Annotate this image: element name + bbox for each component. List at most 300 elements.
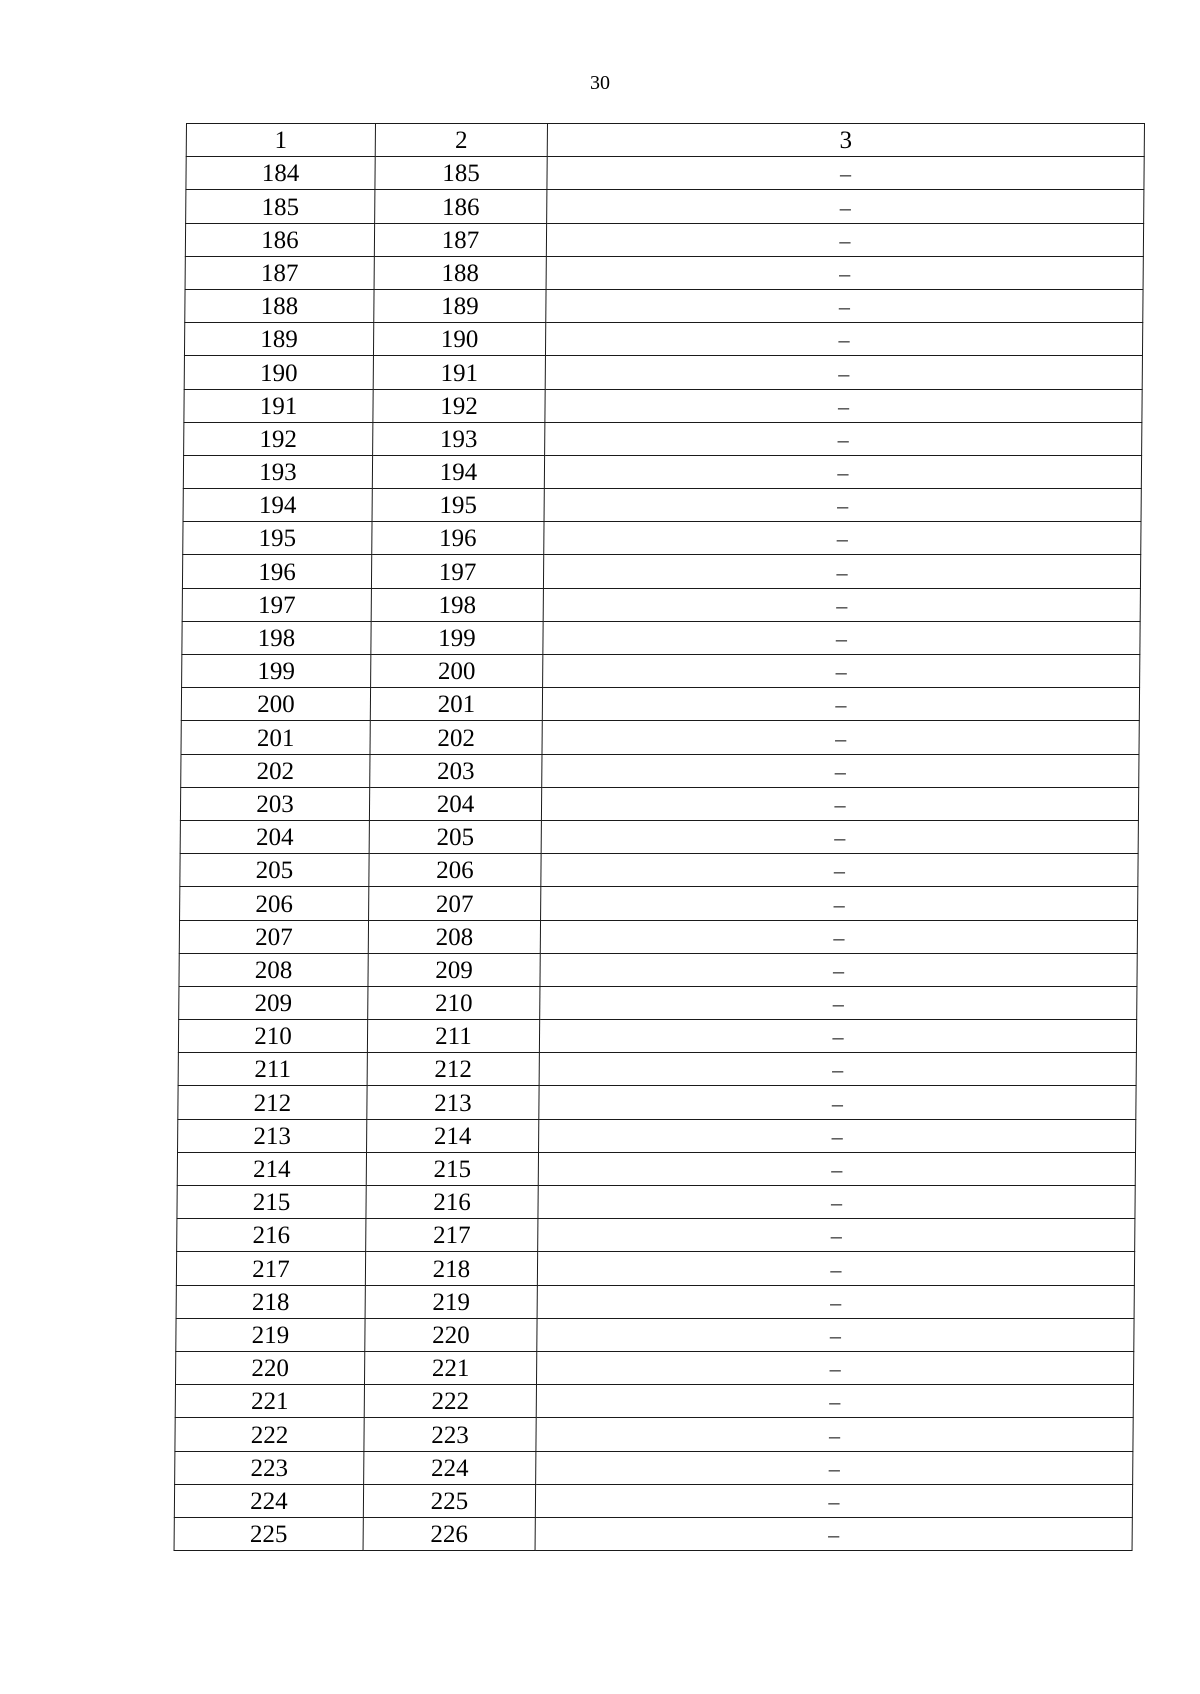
cell-value: 209	[254, 990, 293, 1018]
dash-value: –	[836, 592, 848, 618]
table-cell	[185, 256, 374, 289]
dash-value: –	[834, 825, 846, 851]
table-row	[179, 920, 1137, 953]
table-row	[177, 1186, 1135, 1219]
table-cell	[536, 1418, 1133, 1451]
table-cell	[367, 1086, 539, 1119]
cell-value: 201	[437, 691, 476, 719]
cell-value: 200	[437, 658, 476, 686]
table-cell	[177, 1219, 366, 1252]
table-cell	[537, 1252, 1134, 1285]
cell-value: 205	[255, 857, 294, 885]
dash-value: –	[829, 1356, 841, 1382]
table-cell	[540, 920, 1137, 953]
table-cell	[364, 1418, 536, 1451]
cell-value: 202	[256, 757, 295, 785]
cell-value: 221	[431, 1355, 470, 1383]
table-cell	[541, 787, 1138, 820]
table-row	[182, 588, 1140, 621]
dash-value: –	[834, 791, 846, 817]
table-cell	[179, 920, 368, 953]
cell-value: 207	[435, 890, 474, 918]
table-cell	[184, 323, 373, 356]
dash-value: –	[837, 426, 849, 452]
dash-value: –	[831, 1123, 843, 1149]
dash-value: –	[833, 858, 846, 884]
table-row	[177, 1152, 1135, 1185]
table-cell	[547, 157, 1144, 190]
table-cell	[545, 356, 1142, 389]
table-cell	[545, 389, 1142, 422]
table-cell	[174, 1484, 363, 1517]
table-cell	[364, 1385, 536, 1418]
dash-value: –	[838, 294, 851, 320]
table-cell	[539, 1119, 1136, 1152]
table-cell	[542, 721, 1139, 754]
cell-value: 225	[430, 1487, 469, 1515]
table-cell	[179, 986, 368, 1019]
table-cell	[543, 621, 1140, 654]
cell-value: 210	[434, 990, 473, 1018]
cell-value: 202	[437, 724, 476, 752]
table-row	[178, 1020, 1136, 1053]
dash-value: –	[828, 1455, 840, 1481]
table-cell	[178, 1020, 367, 1053]
table-cell	[180, 854, 369, 887]
cell-value: 211	[254, 1056, 292, 1084]
table-cell	[183, 522, 372, 555]
table-cell	[540, 986, 1137, 1019]
cell-value: 213	[253, 1122, 292, 1150]
table-cell	[177, 1152, 366, 1185]
table-row	[177, 1219, 1135, 1252]
dash-value: –	[838, 360, 850, 386]
table-cell	[545, 323, 1142, 356]
table-row	[186, 157, 1144, 190]
table-cell	[543, 655, 1140, 688]
table-row	[186, 190, 1144, 223]
cell-value: 186	[441, 193, 480, 221]
cell-value: 222	[250, 1421, 289, 1449]
cell-value: 208	[254, 956, 293, 984]
table-cell	[536, 1385, 1133, 1418]
table-cell	[181, 754, 370, 787]
dash-value: –	[836, 526, 848, 552]
table-row	[182, 555, 1140, 588]
cell-value: 196	[258, 558, 296, 586]
table-cell	[364, 1351, 536, 1384]
cell-value: 211	[435, 1023, 472, 1051]
cell-value: 198	[257, 625, 296, 652]
cell-value: 186	[261, 226, 299, 254]
table-cell	[182, 555, 371, 588]
dash-value: –	[835, 626, 848, 651]
dash-value: –	[836, 559, 848, 585]
table-cell	[538, 1186, 1135, 1219]
table-cell	[543, 588, 1140, 621]
table-cell	[369, 854, 541, 887]
cell-value: 223	[431, 1421, 469, 1449]
dash-value: –	[830, 1190, 843, 1216]
table-row	[175, 1451, 1133, 1484]
table-cell	[180, 887, 369, 920]
table-row	[175, 1351, 1133, 1384]
table-cell	[371, 621, 543, 654]
table-cell	[535, 1484, 1132, 1517]
table-cell	[540, 953, 1137, 986]
table-row	[176, 1318, 1134, 1351]
table-row	[184, 389, 1142, 422]
table-cell	[371, 655, 543, 688]
table-cell	[535, 1517, 1132, 1550]
table-cell	[538, 1219, 1135, 1252]
table-cell	[368, 953, 540, 986]
dash-value: –	[839, 260, 851, 286]
dash-value: –	[829, 1389, 841, 1415]
table-cell	[541, 820, 1138, 853]
table-row	[176, 1252, 1134, 1285]
table-cell	[372, 489, 544, 522]
dash-value: –	[837, 460, 849, 486]
table-cell	[547, 190, 1144, 223]
table-cell	[537, 1285, 1134, 1318]
table-cell	[371, 588, 543, 621]
dash-value: –	[828, 1488, 840, 1514]
dash-value: –	[830, 1256, 842, 1282]
table-cell	[180, 787, 369, 820]
table-cell	[370, 754, 542, 787]
dash-value: –	[831, 1090, 844, 1116]
table-row	[178, 1086, 1136, 1119]
cell-value: 193	[259, 459, 297, 487]
table-cell	[374, 223, 546, 256]
table-cell	[185, 289, 374, 322]
table-cell	[369, 887, 541, 920]
table-cell	[373, 356, 545, 389]
table-cell	[182, 655, 371, 688]
table-row	[183, 489, 1141, 522]
table-cell	[541, 854, 1138, 887]
dash-value: –	[837, 393, 850, 419]
table-row	[178, 1053, 1136, 1086]
dash-value: –	[832, 1057, 844, 1083]
table-row	[174, 1484, 1132, 1517]
table-row	[180, 820, 1138, 853]
dash-value: –	[829, 1322, 842, 1348]
table-row	[183, 522, 1141, 555]
table-row	[182, 655, 1140, 688]
table-cell	[367, 1119, 539, 1152]
table-cell	[368, 920, 540, 953]
table-cell	[374, 256, 546, 289]
cell-value: 222	[431, 1388, 470, 1416]
cell-value: 193	[439, 425, 478, 453]
dash-value: –	[839, 161, 852, 187]
table-header-row	[186, 124, 1144, 157]
table-cell	[536, 1451, 1133, 1484]
table-cell	[374, 289, 546, 322]
table-cell	[542, 688, 1139, 721]
cell-value: 212	[253, 1089, 292, 1117]
table-cell	[176, 1252, 365, 1285]
table-row	[179, 953, 1137, 986]
cell-value: 192	[440, 392, 478, 420]
column-header: 2	[375, 124, 547, 157]
dash-value: –	[839, 194, 851, 220]
table-cell	[363, 1484, 535, 1517]
table-cell	[176, 1285, 365, 1318]
table-cell	[181, 721, 370, 754]
table-cell	[373, 323, 545, 356]
column-header: 1	[186, 124, 375, 157]
table-row	[183, 455, 1141, 488]
table-body	[174, 157, 1144, 1551]
table-row	[180, 887, 1138, 920]
table-cell	[366, 1219, 538, 1252]
cell-value: 216	[433, 1189, 471, 1217]
column-header: 3	[547, 124, 1144, 157]
table-cell	[538, 1152, 1135, 1185]
cell-value: 215	[252, 1189, 291, 1217]
table-cell	[175, 1351, 364, 1384]
cell-value: 216	[252, 1222, 291, 1250]
cell-value: 214	[252, 1156, 291, 1183]
cell-value: 220	[251, 1355, 289, 1383]
cell-value: 203	[256, 790, 294, 818]
dash-value: –	[828, 1422, 841, 1448]
table-cell	[542, 754, 1139, 787]
cell-value: 205	[436, 824, 475, 852]
cell-value: 198	[438, 591, 477, 619]
cell-value: 223	[250, 1454, 289, 1482]
table-row	[184, 356, 1142, 389]
table-cell	[178, 1086, 367, 1119]
cell-value: 204	[255, 824, 294, 852]
table-row	[174, 1517, 1132, 1550]
table-row	[185, 256, 1143, 289]
cell-value: 190	[440, 326, 479, 354]
table-cell	[544, 522, 1141, 555]
table-cell	[366, 1186, 538, 1219]
cell-value: 185	[442, 160, 480, 188]
dash-value: –	[835, 692, 847, 718]
cell-value: 184	[261, 160, 300, 188]
table-cell	[363, 1517, 535, 1550]
table-cell	[543, 555, 1140, 588]
table-cell	[365, 1252, 537, 1285]
table-cell	[539, 1020, 1136, 1053]
cell-value: 189	[441, 293, 479, 321]
cell-value: 188	[260, 293, 299, 321]
table-cell	[184, 356, 373, 389]
cell-value: 210	[254, 1023, 292, 1051]
dash-value: –	[832, 957, 845, 983]
cell-value: 195	[439, 492, 478, 520]
table-cell	[182, 588, 371, 621]
table-cell	[369, 787, 541, 820]
table-cell	[184, 422, 373, 455]
cell-value: 226	[430, 1521, 469, 1549]
cell-value: 197	[257, 591, 296, 619]
dash-value: –	[831, 1157, 843, 1182]
cell-value: 194	[439, 459, 478, 487]
table-row	[180, 854, 1138, 887]
cell-value: 195	[258, 525, 297, 553]
table-cell	[183, 489, 372, 522]
cell-value: 187	[441, 226, 480, 254]
dash-value: –	[832, 1024, 844, 1050]
table-cell	[175, 1385, 364, 1418]
dash-value: –	[833, 891, 845, 917]
table-cell	[365, 1285, 537, 1318]
cell-value: 188	[441, 259, 480, 287]
table-row	[179, 986, 1137, 1019]
table-row	[180, 787, 1138, 820]
table-cell	[373, 389, 545, 422]
dash-value: –	[828, 1522, 840, 1548]
table-cell	[184, 389, 373, 422]
dash-value: –	[834, 758, 846, 784]
table-row	[181, 721, 1139, 754]
cell-value: 199	[438, 625, 476, 652]
table-cell	[365, 1318, 537, 1351]
cell-value: 213	[434, 1089, 472, 1117]
cell-value: 196	[439, 525, 477, 553]
table-cell	[185, 223, 374, 256]
table-cell	[186, 157, 375, 190]
table-row	[185, 223, 1143, 256]
cell-value: 217	[252, 1255, 290, 1283]
table-cell	[367, 1020, 539, 1053]
table-cell	[536, 1351, 1133, 1384]
table-cell	[545, 422, 1142, 455]
table-row	[181, 754, 1139, 787]
table-cell	[541, 887, 1138, 920]
table-cell	[181, 688, 370, 721]
table-row	[175, 1418, 1133, 1451]
table-cell	[186, 190, 375, 223]
table-cell	[539, 1053, 1136, 1086]
cell-value: 207	[255, 923, 293, 951]
table-row	[184, 323, 1142, 356]
cell-value: 191	[440, 359, 479, 387]
dash-value: –	[838, 327, 850, 353]
cell-value: 190	[259, 359, 298, 387]
cell-value: 189	[260, 326, 298, 354]
dash-value: –	[835, 659, 847, 685]
table-cell	[174, 1517, 363, 1550]
dash-value: –	[837, 493, 849, 519]
cell-value: 219	[251, 1321, 290, 1349]
table-cell	[546, 223, 1143, 256]
table-row	[181, 688, 1139, 721]
table-cell	[544, 455, 1141, 488]
cell-value: 218	[432, 1255, 471, 1283]
cell-value: 191	[259, 392, 298, 420]
table-cell	[178, 1119, 367, 1152]
table-row	[182, 621, 1140, 654]
cell-value: 200	[257, 691, 295, 719]
table-cell	[537, 1318, 1134, 1351]
cell-value: 212	[434, 1056, 473, 1084]
table-cell	[369, 820, 541, 853]
cell-value: 219	[432, 1288, 471, 1316]
table-cell	[178, 1053, 367, 1086]
cell-value: 208	[435, 923, 474, 951]
table-cell	[375, 190, 547, 223]
cell-value: 201	[256, 724, 295, 752]
table-row	[175, 1385, 1133, 1418]
cell-value: 224	[430, 1454, 469, 1482]
cell-value: 185	[261, 193, 300, 221]
dash-value: –	[832, 991, 844, 1017]
cell-value: 204	[436, 790, 475, 818]
table-cell	[180, 820, 369, 853]
cell-value: 199	[257, 658, 296, 686]
cell-value: 218	[251, 1288, 290, 1316]
cell-value: 224	[250, 1487, 288, 1515]
table-cell	[175, 1418, 364, 1451]
cell-value: 194	[258, 492, 297, 520]
table-cell	[544, 489, 1141, 522]
table-cell	[546, 256, 1143, 289]
cell-value: 220	[432, 1321, 470, 1349]
table-cell	[546, 289, 1143, 322]
table-cell	[176, 1318, 365, 1351]
table-cell	[177, 1186, 366, 1219]
table-cell	[367, 1053, 539, 1086]
table-cell	[175, 1451, 364, 1484]
table-cell	[539, 1086, 1136, 1119]
cell-value: 206	[255, 890, 294, 918]
table-cell	[371, 555, 543, 588]
table-cell	[372, 522, 544, 555]
table-cell	[370, 721, 542, 754]
cell-value: 203	[436, 757, 475, 785]
table-row	[178, 1119, 1136, 1152]
table-row	[184, 422, 1142, 455]
table-cell	[364, 1451, 536, 1484]
dash-value: –	[835, 725, 847, 751]
page-number: 30	[590, 72, 610, 94]
cell-value: 209	[435, 956, 473, 984]
table-row	[185, 289, 1143, 322]
table-cell	[182, 621, 371, 654]
cell-value: 215	[433, 1156, 472, 1183]
data-table	[174, 123, 1145, 1551]
cell-value: 225	[249, 1521, 288, 1549]
cell-value: 214	[433, 1122, 472, 1150]
cell-value: 221	[250, 1388, 289, 1416]
table-row	[176, 1285, 1134, 1318]
table-cell	[366, 1152, 538, 1185]
cell-value: 206	[436, 857, 474, 885]
dash-value: –	[833, 924, 845, 950]
dash-value: –	[830, 1289, 842, 1315]
dash-value: –	[830, 1223, 842, 1249]
table-cell	[183, 455, 372, 488]
dash-value: –	[839, 227, 851, 253]
cell-value: 192	[259, 425, 298, 453]
table-cell	[372, 455, 544, 488]
table-cell	[368, 986, 540, 1019]
cell-value: 197	[438, 558, 477, 586]
table-cell	[375, 157, 547, 190]
cell-value: 187	[260, 259, 299, 287]
cell-value: 217	[432, 1222, 471, 1250]
table-cell	[370, 688, 542, 721]
table-cell	[179, 953, 368, 986]
